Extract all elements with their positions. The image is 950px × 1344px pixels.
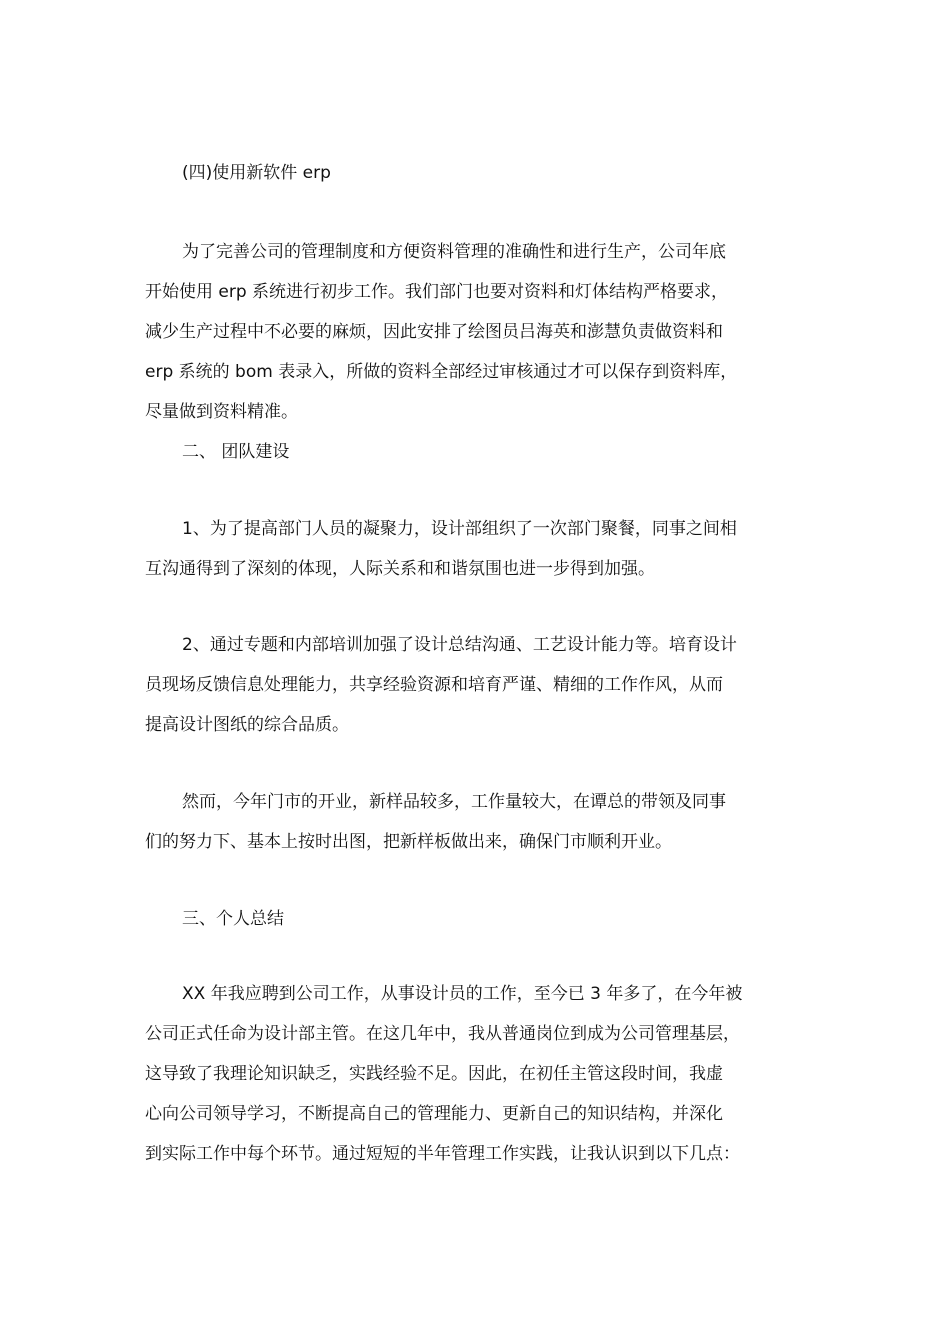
paragraph-line: 尽量做到资料精准。 <box>145 402 298 422</box>
paragraph-line: 公司正式任命为设计部主管。在这几年中，我从普通岗位到成为公司管理基层， <box>145 1024 740 1044</box>
paragraph-store-opening <box>145 782 810 862</box>
paragraph-line: 们的努力下、基本上按时出图，把新样板做出来，确保门市顺利开业。 <box>145 832 672 852</box>
paragraph-line: 然而，今年门市的开业，新样品较多，工作量较大，在谭总的带领及同事 <box>182 792 726 812</box>
heading-line: 二、 团队建设 <box>182 442 290 462</box>
paragraph-line: 互沟通得到了深刻的体现，人际关系和和谐氛围也进一步得到加强。 <box>145 559 655 579</box>
paragraph-line: 减少生产过程中不必要的麻烦，因此安排了绘图员吕海英和澎慧负责做资料和 <box>145 322 723 342</box>
heading-personal-summary <box>145 899 810 939</box>
heading-use-new-software-erp <box>145 153 810 193</box>
paragraph-line: 提高设计图纸的综合品质。 <box>145 715 349 735</box>
paragraph-line: XX 年我应聘到公司工作，从事设计员的工作，至今已 3 年多了，在今年被 <box>182 984 743 1004</box>
heading-line: 三、个人总结 <box>182 909 284 929</box>
paragraph-line: 1、为了提高部门人员的凝聚力，设计部组织了一次部门聚餐，同事之间相 <box>182 519 737 539</box>
paragraph-erp-description <box>145 232 810 432</box>
paragraph-team-item-2 <box>145 625 810 745</box>
paragraph-line: 这导致了我理论知识缺乏，实践经验不足。因此，在初任主管这段时间，我虚 <box>145 1064 723 1084</box>
paragraph-personal-summary <box>145 974 810 1174</box>
paragraph-line: 为了完善公司的管理制度和方便资料管理的准确性和进行生产，公司年底 <box>182 242 726 262</box>
paragraph-line: 开始使用 erp 系统进行初步工作。我们部门也要对资料和灯体结构严格要求， <box>145 282 729 302</box>
paragraph-line: 到实际工作中每个环节。通过短短的半年管理工作实践，让我认识到以下几点： <box>145 1144 740 1164</box>
paragraph-line: erp 系统的 bom 表录入，所做的资料全部经过审核通过才可以保存到资料库， <box>145 362 738 382</box>
paragraph-line: 2、通过专题和内部培训加强了设计总结沟通、工艺设计能力等。培育设计 <box>182 635 737 655</box>
heading-line: (四)使用新软件 erp <box>182 163 331 183</box>
paragraph-line: 员现场反馈信息处理能力，共享经验资源和培育严谨、精细的工作作风，从而 <box>145 675 723 695</box>
heading-team-building <box>145 432 810 472</box>
paragraph-line: 心向公司领导学习，不断提高自己的管理能力、更新自己的知识结构，并深化 <box>145 1104 723 1124</box>
paragraph-team-item-1 <box>145 509 810 589</box>
